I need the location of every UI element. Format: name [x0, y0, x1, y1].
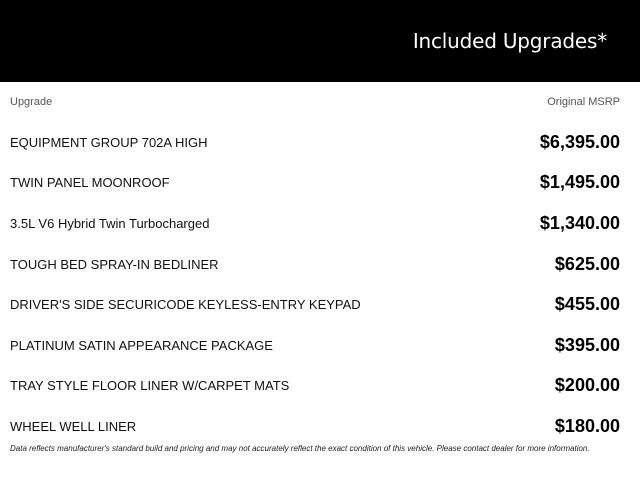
- upgrade-price: $1,495.00: [539, 172, 620, 193]
- upgrade-price: $6,395.00: [539, 131, 620, 152]
- table-row: [0, 163, 640, 204]
- table-row: [0, 366, 640, 407]
- column-header-upgrade: Upgrade: [10, 96, 53, 108]
- upgrade-name: TRAY STYLE FLOOR LINER W/CARPET MATS: [10, 378, 290, 394]
- table-body: [0, 122, 640, 447]
- table-header-row: [0, 82, 640, 122]
- table-row: [0, 203, 640, 244]
- upgrade-name: PLATINUM SATIN APPEARANCE PACKAGE: [10, 337, 273, 353]
- upgrade-price: $180.00: [554, 415, 620, 436]
- upgrades-table: [0, 82, 640, 447]
- upgrade-price: $625.00: [554, 253, 620, 274]
- page-header: [0, 0, 640, 82]
- upgrade-name: TOUGH BED SPRAY-IN BEDLINER: [10, 256, 219, 272]
- table-row: [0, 325, 640, 366]
- page-title: Included Upgrades*: [412, 29, 607, 53]
- upgrade-name: WHEEL WELL LINER: [10, 418, 137, 434]
- disclaimer-text: Data reflects manufacturer's standard build and pricing and may not accurately reflect the exact condition of this vehicle. Please contact dealer for more information.: [10, 444, 590, 453]
- upgrade-name: 3.5L V6 Hybrid Twin Turbocharged: [10, 215, 210, 231]
- table-row: [0, 406, 640, 447]
- column-header-msrp: Original MSRP: [547, 96, 620, 108]
- table-row: [0, 244, 640, 285]
- upgrade-name: EQUIPMENT GROUP 702A HIGH: [10, 134, 208, 150]
- upgrade-price: $395.00: [554, 334, 620, 355]
- upgrade-name: DRIVER'S SIDE SECURICODE KEYLESS-ENTRY KEYPAD: [10, 297, 361, 313]
- upgrade-price: $455.00: [554, 294, 620, 315]
- upgrade-price: $1,340.00: [539, 212, 620, 233]
- table-row: [0, 122, 640, 163]
- upgrade-price: $200.00: [554, 375, 620, 396]
- upgrade-name: TWIN PANEL MOONROOF: [10, 175, 170, 191]
- table-row: [0, 284, 640, 325]
